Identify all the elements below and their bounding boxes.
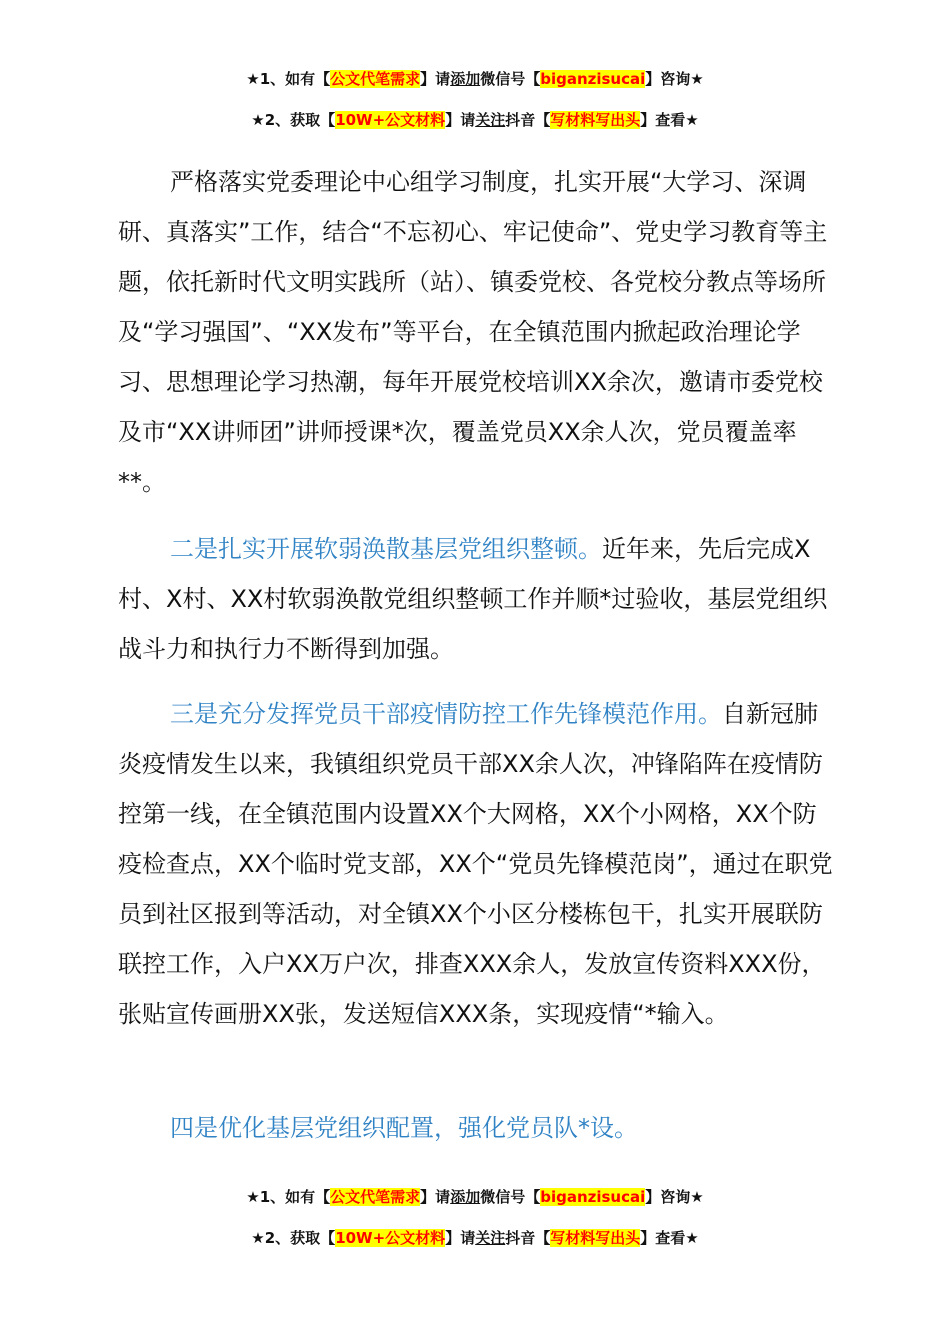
body-paragraph-3 (118, 689, 834, 1039)
banner-highlight: 公文代笔需求 (330, 70, 421, 88)
banner-suffix: 】咨询★ (645, 1188, 704, 1206)
banner-highlight: 10W+公文材料 (335, 111, 446, 129)
banner-underlined: 添加 (450, 1188, 481, 1206)
banner-text: 抖音【 (505, 111, 551, 129)
banner-suffix: 】查看★ (640, 111, 699, 129)
banner-highlight: 10W+公文材料 (335, 1229, 446, 1247)
banner-line-1-top (0, 68, 950, 90)
body-paragraph-4 (118, 1103, 834, 1153)
banner-suffix: 】咨询★ (645, 70, 704, 88)
banner-underlined: 添加 (450, 70, 481, 88)
body-paragraph-2 (118, 524, 834, 674)
banner-text: 抖音【 (505, 1229, 551, 1247)
banner-line-1-bottom (0, 1186, 950, 1208)
banner-line-2-bottom (0, 1227, 950, 1249)
paragraph-text: 自新冠肺炎疫情发生以来，我镇组织党员干部XX余人次，冲锋陷阵在疫情防控第一线，在全镇范围内设置XX个大网格，XX个小网格，XX个防疫检查点，XX个临时党支部，XX个“党员先锋模范岗”，通过在职党员到社区报到等活动，对全镇XX个小区分楼栋包干，扎实开展联防联控工作，入户XX万户次，排查XXX余人，发放宣传资料XXX份，张贴宣传画册XX张，发送短信XXX条，实现疫情“*输入。 (118, 700, 833, 1028)
banner-prefix: ★1、如有【 (246, 1188, 331, 1206)
banner-text: 】请 (420, 1188, 451, 1206)
paragraph-text: 严格落实党委理论中心组学习制度，扎实开展“大学习、深调研、真落实”工作，结合“不忘初心、牢记使命”、党史学习教育等主题，依托新时代文明实践所（站）、镇委党校、各党校分教点等场所及“学习强国”、“XX发布”等平台，在全镇范围内掀起政治理论学习、思想理论学习热潮，每年开展党校培训XX余次，邀请市委党校及市“XX讲师团”讲师授课*次，覆盖党员XX余人次，党员覆盖率**。 (118, 168, 828, 496)
banner-prefix: ★1、如有【 (246, 70, 331, 88)
banner-highlight: 写材料写出头 (550, 1229, 641, 1247)
banner-underlined: 关注 (475, 1229, 506, 1247)
paragraph-text: 近年来，先后完成X村、X村、XX村软弱涣散党组织整顿工作并顺*过验收，基层党组织战斗力和执行力不断得到加强。 (118, 535, 828, 663)
paragraph-lead-heading: 四是优化基层党组织配置，强化党员队*设。 (170, 1114, 638, 1142)
banner-highlight: 公文代笔需求 (330, 1188, 421, 1206)
banner-highlight: biganzisucai (540, 1188, 646, 1206)
banner-prefix: ★2、获取【 (251, 1229, 336, 1247)
body-paragraph-1 (118, 157, 834, 507)
banner-text: 】请 (445, 1229, 476, 1247)
banner-text: 微信号【 (480, 1188, 541, 1206)
banner-text: 】请 (445, 111, 476, 129)
banner-text: 微信号【 (480, 70, 541, 88)
banner-text: 】请 (420, 70, 451, 88)
banner-highlight: 写材料写出头 (550, 111, 641, 129)
paragraph-lead-heading: 三是充分发挥党员干部疫情防控工作先锋模范作用。 (170, 700, 722, 728)
banner-suffix: 】查看★ (640, 1229, 699, 1247)
banner-prefix: ★2、获取【 (251, 111, 336, 129)
paragraph-lead-heading: 二是扎实开展软弱涣散基层党组织整顿。 (170, 535, 602, 563)
banner-underlined: 关注 (475, 111, 506, 129)
banner-highlight: biganzisucai (540, 70, 646, 88)
banner-line-2-top (0, 109, 950, 131)
